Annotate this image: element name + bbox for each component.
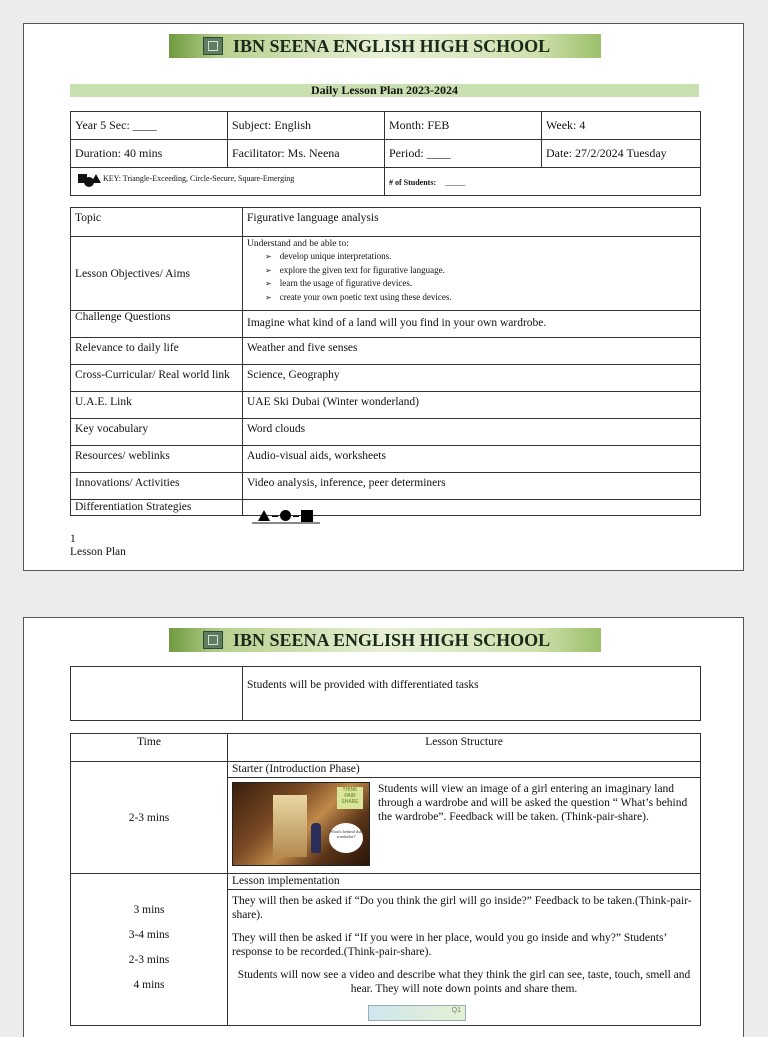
plan-title: Daily Lesson Plan 2023-2024 <box>70 84 699 97</box>
time-item: 4 mins <box>133 979 165 991</box>
implementation-paragraph: They will then be asked if “If you were in her place, would you go inside and why?” Students’ response to be recorded.(Think-pair-share). <box>232 932 667 958</box>
month-cell: Month: FEB <box>385 112 542 140</box>
innovations-label: Innovations/ Activities <box>71 473 243 500</box>
page-footer <box>70 533 126 559</box>
facilitator-cell: Facilitator: Ms. Neena <box>228 140 385 168</box>
video-thumbnail <box>368 1005 466 1021</box>
school-crest-icon <box>203 37 223 55</box>
starter-time: 2-3 mins <box>71 762 228 874</box>
objective-item: ➢ develop unique interpretations. <box>265 250 696 264</box>
footer-label: Lesson Plan <box>70 546 126 558</box>
lesson-structure-table <box>70 733 701 1026</box>
objectives-label: Lesson Objectives/ Aims <box>71 237 243 311</box>
students-label: # of Students: <box>389 178 437 187</box>
cross-curricular-value: Science, Geography <box>243 365 701 392</box>
relevance-value: Weather and five senses <box>243 338 701 365</box>
challenge-label: Challenge Questions <box>71 311 243 338</box>
starter-cell <box>228 762 701 874</box>
page-number: 1 <box>70 533 76 545</box>
subject-cell: Subject: English <box>228 112 385 140</box>
innovations-value: Video analysis, inference, peer determiners <box>243 473 701 500</box>
objective-item: ➢ create your own poetic text using these devices. <box>265 291 696 305</box>
key-cell <box>71 168 385 196</box>
key-text: KEY: Triangle-Exceeding, Circle-Secure, Square-Emerging <box>103 173 295 183</box>
date-cell: Date: 27/2/2024 Tuesday <box>542 140 701 168</box>
implementation-heading: Lesson implementation <box>228 874 700 890</box>
period-cell: Period: ____ <box>385 140 542 168</box>
starter-text: Students will view an image of a girl entering an imaginary land through a wardrobe and will be asked the question “ What’s behind the wardrobe”. Feedback will be taken. (Think-pair-share). <box>378 783 688 823</box>
starter-heading: Starter (Introduction Phase) <box>228 762 700 778</box>
school-name: IBN SEENA ENGLISH HIGH SCHOOL <box>233 36 551 56</box>
time-item: 3-4 mins <box>128 929 170 941</box>
time-header: Time <box>71 734 228 762</box>
triangle-icon <box>258 510 270 521</box>
week-cell: Week: 4 <box>542 112 701 140</box>
school-crest-icon <box>203 631 223 649</box>
duration-cell: Duration: 40 mins <box>71 140 228 168</box>
objective-item: ➢ explore the given text for figurative language. <box>265 264 696 278</box>
vocabulary-label: Key vocabulary <box>71 419 243 446</box>
cross-curricular-label: Cross-Curricular/ Real world link <box>71 365 243 392</box>
think-pair-share-label: THINK PAIR SHARE <box>337 787 363 809</box>
school-banner <box>169 628 601 652</box>
continued-value: Students will be provided with differentiated tasks <box>243 667 701 721</box>
school-name: IBN SEENA ENGLISH HIGH SCHOOL <box>233 630 551 650</box>
objectives-list <box>247 250 696 304</box>
objectives-value <box>243 237 701 311</box>
differentiation-label: Differentiation Strategies <box>71 500 243 516</box>
time-item: 3 mins <box>133 904 165 916</box>
uae-link-value: UAE Ski Dubai (Winter wonderland) <box>243 392 701 419</box>
year-section-cell: Year 5 Sec: ____ <box>71 112 228 140</box>
differentiation-shapes-icon <box>252 505 322 525</box>
school-banner <box>169 34 601 58</box>
implementation-paragraph: They will then be asked if “Do you think the girl will go inside?” Feedback to be taken.(Think-pair-share). <box>232 895 692 921</box>
page-2 <box>23 617 744 1037</box>
implementation-times <box>71 874 228 1026</box>
challenge-value: Imagine what kind of a land will you find in your own wardrobe. <box>243 311 701 338</box>
students-cell <box>385 168 701 196</box>
implementation-cell <box>228 874 701 1026</box>
objectives-intro: Understand and be able to: <box>247 239 349 249</box>
objective-item: ➢ learn the usage of figurative devices. <box>265 277 696 291</box>
wardrobe-girl-image <box>232 782 370 866</box>
structure-header: Lesson Structure <box>228 734 701 762</box>
lesson-plan-table <box>70 207 701 516</box>
time-item: 2-3 mins <box>128 954 170 966</box>
info-table <box>70 111 701 196</box>
topic-value: Figurative language analysis <box>243 208 701 237</box>
page-1 <box>23 23 744 571</box>
students-blank: _____ <box>445 178 466 187</box>
vocabulary-value: Word clouds <box>243 419 701 446</box>
relevance-label: Relevance to daily life <box>71 338 243 365</box>
speech-bubble: What's behind that wardrobe? <box>329 823 363 853</box>
square-icon <box>301 510 313 522</box>
implementation-paragraph: Students will now see a video and describe what they think the girl can see, taste, touch, smell and hear. They will note down points and share them. <box>237 969 691 995</box>
resources-value: Audio-visual aids, worksheets <box>243 446 701 473</box>
thumbnail-label: Q1 <box>451 1007 461 1014</box>
key-shapes-icon <box>75 172 101 186</box>
topic-label: Topic <box>71 208 243 237</box>
continued-label <box>71 667 243 721</box>
uae-link-label: U.A.E. Link <box>71 392 243 419</box>
resources-label: Resources/ weblinks <box>71 446 243 473</box>
differentiation-continued-table <box>70 666 701 721</box>
circle-icon <box>280 510 291 521</box>
